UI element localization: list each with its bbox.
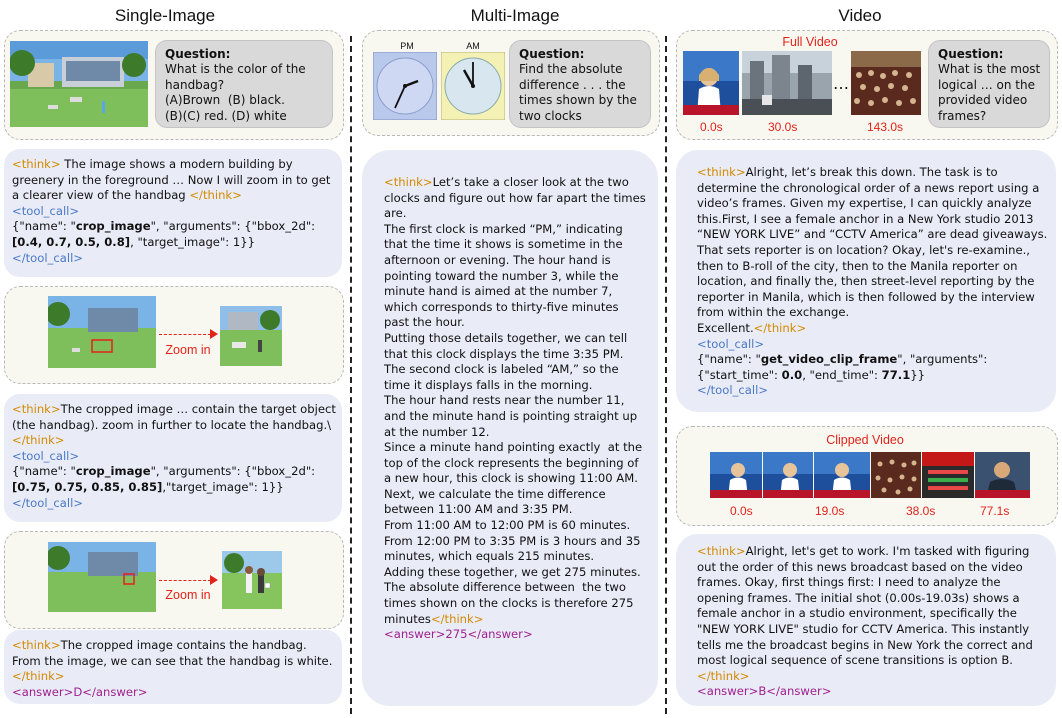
answer-close-tag: </answer> (467, 627, 533, 642)
think-tag: <think> (697, 544, 746, 558)
think-tag: <think> (12, 157, 61, 171)
multi-question-text: Find the absolute difference . . . the times shown by the two clocks (519, 62, 637, 123)
am-label: AM (466, 41, 480, 51)
tool-call-tag: <tool_call> (12, 203, 80, 218)
am-clock (441, 52, 505, 120)
zoom-result-photo-1 (220, 306, 282, 366)
pm-clock (373, 52, 437, 120)
think-body: Let’s take a closer look at the two clocks and figure out how far apart the times are. The first clock is marked “PM,” indicating that the time it shows is sometime in the afternoon or evening. The hour hand is pointing toward the number 3, while the minute hand is aimed at the number 7, which corresponds to thirty-five minutes past the hour. Putting those details together, we can tell that this clock displays the time 3:35 PM. The second clock is labeled “AM,” so the time it displays falls in the morning. The hour hand rests near the number 11, and the minute hand is pointing straight up at the number 12. Since a minute hand pointing exactly at the top of the clock represents the beginning of a new hour, this clock is showing 11:00 AM. Next, we calculate the time difference between 11:00 AM and 3:35 PM. From 11:00 AM to 12:00 PM is 60 minutes. From 12:00 PM to 3:35 PM is 3 hours and 35 minutes, which equals 215 minutes. Adding these together, we get 275 minutes. The absolute difference between the two times shown on the clocks is therefore 275 minutes (384, 175, 646, 626)
tool-call-close-tag: </tool_call> (697, 383, 769, 398)
pm-label: PM (400, 41, 414, 51)
answer-close-tag: </answer> (82, 684, 148, 699)
tool-call-suffix: ,"target_image": 1}} (162, 479, 284, 494)
full-video-timestamp-3: 143.0s (867, 120, 904, 134)
full-video-timestamp-2: 30.0s (768, 120, 798, 134)
tool-call-prefix: {"name": " (697, 352, 761, 367)
think-tag: <think> (12, 402, 61, 416)
single-reasoning-text-2 (12, 402, 338, 511)
zoom-label-1: Zoom in (165, 343, 211, 357)
zoom-arrow-head-2 (210, 575, 218, 585)
answer-open-tag: <answer> (697, 684, 759, 699)
think-close-tag: </think> (697, 668, 750, 683)
multi-question-label: Question: (519, 47, 585, 61)
video-question-text: What is the most logical … on the provided video frames? (938, 62, 1041, 123)
zoom-source-photo-1 (48, 296, 156, 368)
full-video-label: Full Video (782, 35, 838, 49)
multi-question-box (509, 40, 651, 128)
think-body: Alright, let’s break this down. The task is to determine the chronological order of a news report using a video’s frames. Given my expertise, I can quickly analyze this.First, I see a female anchor in a New York studio 2013 “NEW YORK LIVE” and “CCTV America” are dead giveaways. That sets reporter is on location? Okay, let's re-examine., then to B-roll of the city, then to the Manila reporter on location, and finally the, then street-level reporting by the reporter in Manila, which is then followed by the interview from within the exchange. Excellent. (697, 165, 1048, 335)
think-close-tag: </think> (430, 611, 484, 626)
single-question-box (155, 40, 333, 128)
tool-name: crop_image (75, 464, 151, 479)
campus-photo (10, 41, 148, 127)
tool-call-prefix: {"name": " (12, 464, 76, 479)
tool-call-tag: <tool_call> (12, 448, 80, 463)
video-reasoning-text-2 (697, 544, 1049, 700)
think-body: The cropped image … contain the target object (the handbag). zoom in further to locate the handbag.\ (12, 402, 340, 432)
clipped-video-timestamp-3: 38.0s (906, 504, 936, 518)
think-close-tag: </think> (753, 320, 807, 335)
clipped-video-timestamp-4: 77.1s (980, 504, 1010, 518)
full-video-frame-3 (851, 51, 921, 115)
think-tag: <think> (384, 175, 433, 189)
zoom-source-photo-2 (48, 542, 156, 612)
clipped-video-strip (710, 452, 1030, 498)
answer-value: B (758, 684, 767, 699)
video-reasoning-text-1 (697, 165, 1049, 399)
tool-call-args: ", "arguments": {"bbox_2d": (150, 219, 316, 234)
single-reasoning-text-3 (12, 638, 338, 700)
think-close-tag: </think> (12, 669, 65, 684)
think-close-tag: </think> (189, 188, 242, 203)
column-divider-right (665, 36, 667, 714)
tool-end-time: 77.1 (881, 367, 911, 382)
think-close-tag: </think> (12, 433, 65, 448)
zoom-result-photo-2 (222, 551, 282, 609)
tool-call-tag: <tool_call> (697, 336, 765, 351)
answer-open-tag: <answer> (12, 684, 74, 699)
tool-call-args: ", "arguments": {"bbox_2d": (150, 464, 316, 479)
zoom-arrow-2 (159, 580, 211, 581)
clipped-video-timestamp-1: 0.0s (730, 504, 753, 518)
full-video-timestamp-1: 0.0s (700, 120, 723, 134)
video-ellipsis: … (833, 74, 849, 93)
think-body: Alright, let's get to work. I'm tasked with figuring out the order of this news broadcast based on the video frames. Okay, first things first: I need to analyze the opening frames. The initial shot (0.00s-19.03s) shows a female anchor in a studio environment, specifically the "NEW YORK LIVE" studio for CCTV America. This instantly tells me the broadcast begins in New York the correct and most logical sequence of scene transitions is option B. (697, 544, 1037, 668)
zoom-arrow-1 (159, 334, 211, 335)
answer-value: 275 (445, 627, 468, 642)
answer-close-tag: </answer> (766, 684, 832, 699)
multi-image-header: Multi-Image (470, 6, 560, 25)
tool-bbox: [0.4, 0.7, 0.5, 0.8] (12, 234, 131, 249)
tool-bbox: [0.75, 0.75, 0.85, 0.85] (12, 479, 163, 494)
clipped-video-label: Clipped Video (826, 433, 904, 447)
clipped-video-timestamp-2: 19.0s (815, 504, 845, 518)
column-divider-left (350, 36, 352, 714)
tool-start-time: 0.0 (781, 367, 803, 382)
single-reasoning-text-1 (12, 157, 338, 266)
think-tag: <think> (697, 165, 746, 179)
tool-name: crop_image (75, 219, 151, 234)
video-question-label: Question: (938, 47, 1004, 61)
single-image-header: Single-Image (114, 6, 216, 25)
zoom-arrow-head-1 (210, 329, 218, 339)
tool-call-mid: , "end_time": (802, 367, 882, 382)
multi-reasoning-text (384, 175, 646, 643)
tool-call-close-tag: </tool_call> (12, 495, 84, 510)
tool-call-prefix: {"name": " (12, 219, 76, 234)
full-video-frame-1 (683, 51, 739, 115)
tool-call-args: ", "arguments": {"start_time": (697, 352, 988, 382)
zoom-label-2: Zoom in (165, 588, 211, 602)
video-header: Video (838, 6, 882, 25)
think-body: The cropped image contains the handbag. From the image, we can see that the handbag is white. (12, 638, 333, 668)
answer-value: D (73, 684, 83, 699)
think-tag: <think> (12, 638, 61, 652)
think-body: The image shows a modern building by greenery in the foreground … Now I will zoom in to get a clearer view of the handbag (12, 157, 335, 203)
tool-name: get_video_clip_frame (760, 352, 898, 367)
answer-open-tag: <answer> (384, 627, 446, 642)
tool-call-suffix: }} (910, 367, 926, 382)
tool-call-close-tag: </tool_call> (12, 250, 84, 265)
full-video-frame-2 (742, 51, 832, 115)
single-question-label: Question: (165, 47, 231, 61)
single-question-text: What is the color of the handbag? (A)Brown (B) black. (B)(C) red. (D) white (165, 62, 306, 123)
video-question-box (928, 40, 1050, 128)
tool-call-suffix: , "target_image": 1}} (130, 234, 255, 249)
